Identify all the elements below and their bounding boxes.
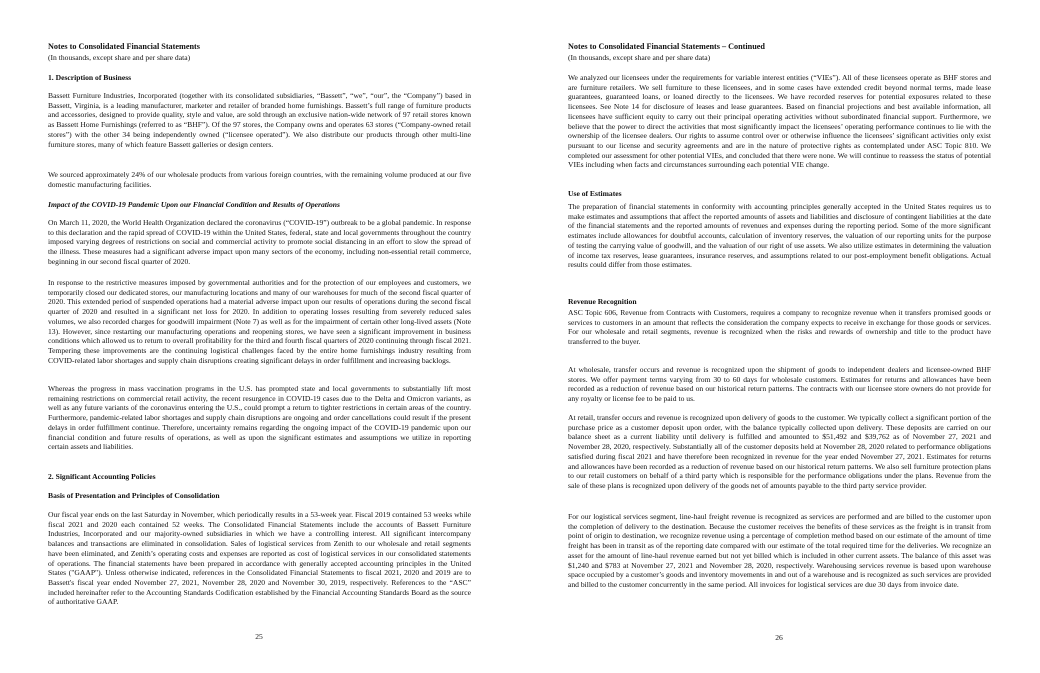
paragraph-wholesale-revenue: At wholesale, transfer occurs and revenue is recognized upon the shipment of goods to independent dealers and licensee-owned BHF stores. We offer payment terms varying from 30 to 60 days for wholesale customers. Estimates for returns and allowances have been recorded as a reduction of revenue based on our historical return patterns. The contracts with our licensee store owners do not provide for any royalty or license fee to be paid to us. xyxy=(568,365,991,404)
paragraph-vie-analysis: We analyzed our licensees under the requirements for variable interest entities (“VIEs”). All of these licensees operate as BHF stores and are furniture retailers. We sell furniture to these licensees, and in some cases have extended credit beyond normal terms, made lease guarantees, guaranteed loans, or loaned directly to the licensees. We have recorded reserves for potential exposures related to these licensees. See Note 14 for disclosure of leases and lease guarantees. Based on financial projections and best available information, all licensees have sufficient equity to carry out their principal operating activities without subordinated financial support. Furthermore, we believe that the power to direct the activities that most significantly impact the licensees’ operating performance continues to lie with the ownership of the licensee dealers. Our rights to assume control over or otherwise influence the licensees’ significant activities only exist pursuant to our license and security agreements and are in the nature of protective rights as contemplated under ASC Topic 810. We completed our assessment for other potential VIEs, and concluded that there were none. We will continue to reassess the status of potential VIEs including when facts and circumstances surrounding each potential VIE change. xyxy=(568,73,991,170)
section-heading-accounting-policies: 2. Significant Accounting Policies xyxy=(48,472,156,481)
subheading-revenue-recognition: Revenue Recognition xyxy=(568,297,637,306)
page-subtitle: (In thousands, except share and per share data) xyxy=(48,53,191,62)
page-number: 25 xyxy=(255,632,263,641)
page-26 xyxy=(520,0,1040,673)
page-number: 26 xyxy=(775,633,783,642)
section-heading-description-of-business: 1. Description of Business xyxy=(48,73,132,82)
paragraph-covid-response: In response to the restrictive measures imposed by governmental authorities and for the protection of our employees and customers, we temporarily closed our dedicated stores, our manufacturing locations and many of our warehouses for much of the second fiscal quarter of 2020. This extended period of suspended operations had a material adverse impact upon our results of operations during the second fiscal quarter of 2020 and resulted in a significant net loss for 2020. In addition to operating losses resulting from severely reduced sales volumes, we also recorded charges for goodwill impairment (Note 7) as well as for the impairment of certain other long-lived assets (Note 13). However, since restarting our manufacturing operations and reopening stores, we have seen a significant improvement in business conditions which allowed us to return to overall profitability for the third and fourth fiscal quarters of 2020 continuing through fiscal 2021. Tempering these improvements are the continuing logistical challenges faced by the entire home furnishings industry resulting from COVID-related labor shortages and supply chain disruptions creating significant delays in order fulfillment and increasing backlogs. xyxy=(48,278,471,365)
page-title: Notes to Consolidated Financial Statements – Continued xyxy=(568,42,765,51)
paragraph-business-description: Bassett Furniture Industries, Incorporated (together with its consolidated subsidiaries, “Bassett”, “we”, “our”, the “Company”) based in Bassett, Virginia, is a leading manufacturer, marketer and retailer of branded home furnishings. Bassett’s full range of furniture products and accessories, designed to provide quality, style and value, are sold through an exclusive nation-wide network of 97 retail stores known as Bassett Home Furnishings (referred to as “BHF”). Of the 97 stores, the Company owns and operates 63 stores (“Company-owned retail stores”) with the other 34 being independently owned (“licensee operated”). We also distribute our products through other multi-line furniture stores, many of which feature Bassett galleries or design centers. xyxy=(48,91,471,149)
paragraph-vaccination: Whereas the progress in mass vaccination programs in the U.S. has prompted state and local governments to substantially lift most remaining restrictions on commercial retail activity, the recent resurgence in COVID-19 cases due to the Delta and Omicron variants, as well as any future variants of the coronavirus entering the U.S., could prompt a return to tighter restrictions in certain areas of the country. Furthermore, pandemic-related labor shortages and supply chain disruptions are ongoing and order cancellations could result if the present delays in order fulfillment continue. Therefore, uncertainty remains regarding the ongoing impact of the COVID-19 pandemic upon our financial condition and future results of operations, as well as upon the significant estimates and assumptions we utilize in reporting certain assets and liabilities. xyxy=(48,384,471,452)
page-subtitle: (In thousands, except share and per share data) xyxy=(568,53,711,62)
paragraph-fiscal-year: Our fiscal year ends on the last Saturday in November, which periodically results in a 53-week year. Fiscal 2019 contained 53 weeks while fiscal 2021 and 2020 each contained 52 weeks. The Consolidated Financial Statements include the accounts of Bassett Furniture Industries, Incorporated and our majority-owned subsidiaries in which we have a controlling interest. All significant intercompany balances and transactions are eliminated in consolidation. Sales of logistical services from Zenith to our wholesale and retail segments have been eliminated, and Zenith’s operating costs and expenses are reported as cost of logistical services in our consolidated statements of operations. The financial statements have been prepared in accordance with generally accepted accounting principles in the United States ("GAAP"). Unless otherwise indicated, references in the Consolidated Financial Statements to fiscal 2021, 2020 and 2019 are to Bassett's fiscal year ended November 27, 2021, November 28, 2020 and November 30, 2019, respectively. References to the “ASC” included hereinafter refer to the Accounting Standards Codification established by the Financial Accounting Standards Board as the source of authoritative GAAP. xyxy=(48,510,471,607)
paragraph-covid-declaration: On March 11, 2020, the World Health Organization declared the coronavirus (“COVID-19”) outbreak to be a global pandemic. In response to this declaration and the rapid spread of COVID-19 within the United States, federal, state and local governments throughout the country imposed varying degrees of restrictions on social and commercial activity to promote social distancing in an effort to slow the spread of the illness. These measures had a significant adverse impact upon many sectors of the economy, including non-essential retail commerce, beginning in our second fiscal quarter of 2020. xyxy=(48,218,471,266)
page-title: Notes to Consolidated Financial Statements xyxy=(48,42,200,51)
paragraph-logistical-revenue: For our logistical services segment, line-haul freight revenue is recognized as services are performed and are billed to the customer upon the completion of delivery to the destination. Because the customer receives the benefits of these services as the freight is in transit from point of origin to destination, we recognize revenue using a percentage of completion method based on our estimate of the amount of time freight has been in transit as of the reporting date compared with our estimate of the total required time for the deliveries. We recognize an asset for the amount of line-haul revenue earned but not yet billed which is included in other current assets. The balance of this asset was $1,240 and $783 at November 27, 2021 and November 28, 2020, respectively. Warehousing services revenue is based upon warehouse space occupied by a customer’s goods and inventory movements in and out of a warehouse and is recognized as such services are provided and billed to the customer concurrently in the same period. All invoices for logistical services are due 30 days from invoice date. xyxy=(568,512,991,589)
paragraph-estimates: The preparation of financial statements in conformity with accounting principles generally accepted in the United States requires us to make estimates and assumptions that affect the reported amounts of assets and liabilities and disclosure of contingent liabilities at the date of the financial statements and the reported amounts of revenues and expenses during the reporting period. Some of the more significant estimates include allowances for doubtful accounts, calculation of inventory reserves, the valuation of our reporting units for the purpose of testing the carrying value of goodwill, and the valuation of our right of use assets. We also utilize estimates in determining the valuation of income tax reserves, lease guarantees, insurance reserves, and assumptions related to our post-employment benefit obligations. Actual results could differ from those estimates. xyxy=(568,202,991,270)
paragraph-retail-revenue: At retail, transfer occurs and revenue is recognized upon delivery of goods to the customer. We typically collect a significant portion of the purchase price as a customer deposit upon order, with the balance typically collected upon delivery. These deposits are carried on our balance sheet as a current liability until delivery is fulfilled and amounted to $51,492 and $39,762 as of November 27, 2021 and November 28, 2020, respectively. Substantially all of the customer deposits held at November 28, 2020 related to performance obligations satisfied during fiscal 2021 and have therefore been recognized in revenue for the year ended November 27, 2021. Estimates for returns and allowances have been recorded as a reduction of revenue based on our historical return patterns. We also sell furniture protection plans to our retail customers on behalf of a third party which is responsible for the performance obligations under the plans. Revenue from the sale of these plans is recognized upon delivery of the goods net of amounts payable to the third party service provider. xyxy=(568,413,991,490)
subheading-use-of-estimates: Use of Estimates xyxy=(568,189,622,198)
paragraph-asc-606: ASC Topic 606, Revenue from Contracts with Customers, requires a company to recognize revenue when it transfers promised goods or services to customers in an amount that reflects the consideration the company expects to receive in exchange for those goods or services. For our wholesale and retail segments, revenue is recognized when the risks and rewards of ownership and title to the product have transferred to the buyer. xyxy=(568,308,991,347)
subheading-covid-impact: Impact of the COVID-19 Pandemic Upon our Financial Condition and Results of Operations xyxy=(48,200,340,209)
paragraph-sourcing: We sourced approximately 24% of our wholesale products from various foreign countries, with the remaining volume produced at our five domestic manufacturing facilities. xyxy=(48,170,471,189)
subheading-basis-of-presentation: Basis of Presentation and Principles of Consolidation xyxy=(48,491,220,500)
